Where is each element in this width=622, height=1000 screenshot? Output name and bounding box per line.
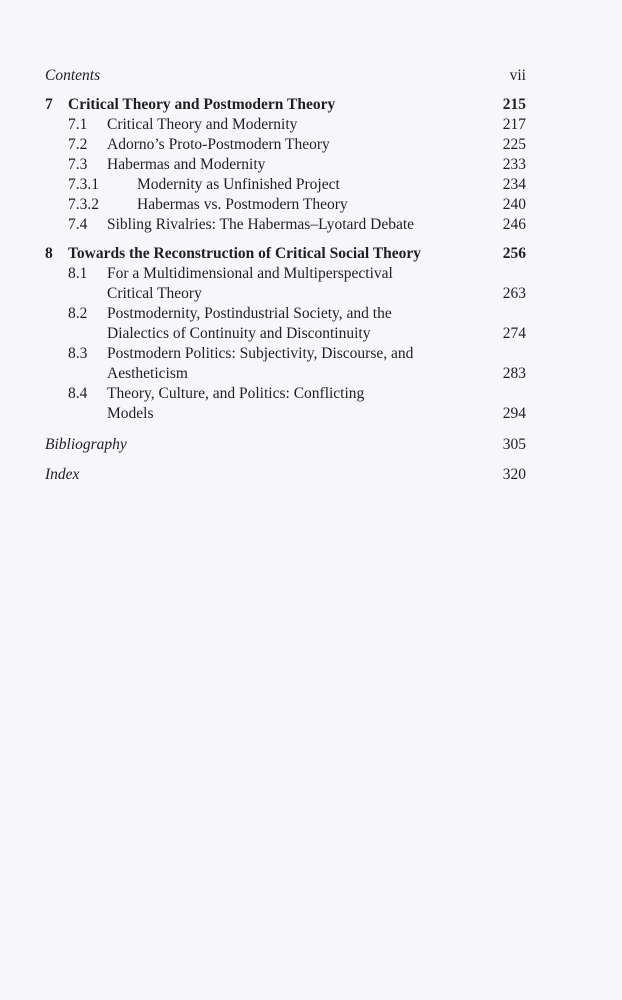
entry-page: 233: [502, 156, 526, 173]
toc-entry-7-2[interactable]: [0, 135, 622, 155]
toc-entry-8-2-cont[interactable]: [0, 324, 622, 344]
entry-title-line-1: Theory, Culture, and Politics: Conflicting: [107, 385, 365, 402]
toc-entry-8-4[interactable]: [0, 384, 622, 404]
entry-title: Modernity as Unfinished Project: [137, 176, 340, 193]
entry-number: 8.4: [68, 385, 88, 402]
entry-page: 263: [502, 285, 526, 302]
entry-title: Adorno’s Proto-Postmodern Theory: [107, 136, 330, 153]
entry-title-line-2: Critical Theory: [107, 285, 202, 302]
entry-number: 7.3.1: [68, 176, 99, 193]
entry-title: Habermas and Modernity: [107, 156, 266, 173]
toc-entry-7-1[interactable]: [0, 115, 622, 135]
toc-entry-7-3-1[interactable]: [0, 175, 622, 195]
toc-entry-8-3-cont[interactable]: [0, 364, 622, 384]
toc-entry-7-3[interactable]: [0, 155, 622, 175]
toc-index[interactable]: [0, 465, 622, 485]
toc-chapter-8[interactable]: [0, 244, 622, 264]
running-header: [0, 66, 622, 86]
back-matter-title: Index: [45, 466, 80, 483]
toc-entry-8-1[interactable]: [0, 264, 622, 284]
entry-number: 7.3.2: [68, 196, 99, 213]
entry-title-line-1: Postmodern Politics: Subjectivity, Discourse, and: [107, 345, 414, 362]
running-header-title: Contents: [45, 67, 101, 84]
entry-page: 225: [502, 136, 526, 153]
chapter-title: Towards the Reconstruction of Critical Social Theory: [68, 245, 422, 262]
entry-number: 8.3: [68, 345, 88, 362]
toc-entry-8-1-cont[interactable]: [0, 284, 622, 304]
entry-page: 217: [502, 116, 526, 133]
toc-bibliography[interactable]: [0, 435, 622, 455]
toc-entry-8-2[interactable]: [0, 304, 622, 324]
entry-title: Habermas vs. Postmodern Theory: [137, 196, 348, 213]
chapter-title: Critical Theory and Postmodern Theory: [68, 96, 336, 113]
chapter-page: 215: [502, 96, 526, 113]
entry-page: 283: [502, 365, 526, 382]
toc-entry-8-3[interactable]: [0, 344, 622, 364]
entry-number: 8.1: [68, 265, 88, 282]
back-matter-page: 320: [502, 466, 526, 483]
entry-number: 7.3: [68, 156, 88, 173]
chapter-number: 8: [45, 245, 53, 262]
entry-number: 7.2: [68, 136, 88, 153]
back-matter-title: Bibliography: [45, 436, 127, 453]
entry-number: 7.4: [68, 216, 88, 233]
back-matter-page: 305: [502, 436, 526, 453]
running-header-page: vii: [509, 67, 526, 84]
entry-page: 240: [502, 196, 526, 213]
entry-page: 246: [502, 216, 526, 233]
entry-title-line-1: Postmodernity, Postindustrial Society, and the: [107, 305, 392, 322]
entry-title-line-1: For a Multidimensional and Multiperspectival: [107, 265, 393, 282]
entry-number: 8.2: [68, 305, 88, 322]
entry-title: Sibling Rivalries: The Habermas–Lyotard Debate: [107, 216, 415, 233]
entry-page: 234: [502, 176, 526, 193]
entry-page: 294: [502, 405, 526, 422]
entry-title-line-2: Aestheticism: [107, 365, 188, 382]
entry-number: 7.1: [68, 116, 88, 133]
entry-title: Critical Theory and Modernity: [107, 116, 298, 133]
entry-page: 274: [502, 325, 526, 342]
toc-entry-8-4-cont[interactable]: [0, 404, 622, 424]
entry-title-line-2: Dialectics of Continuity and Discontinuity: [107, 325, 371, 342]
toc-entry-7-4[interactable]: [0, 215, 622, 235]
chapter-number: 7: [45, 96, 53, 113]
toc-entry-7-3-2[interactable]: [0, 195, 622, 215]
entry-title-line-2: Models: [107, 405, 154, 422]
chapter-page: 256: [502, 245, 526, 262]
toc-chapter-7[interactable]: [0, 95, 622, 115]
